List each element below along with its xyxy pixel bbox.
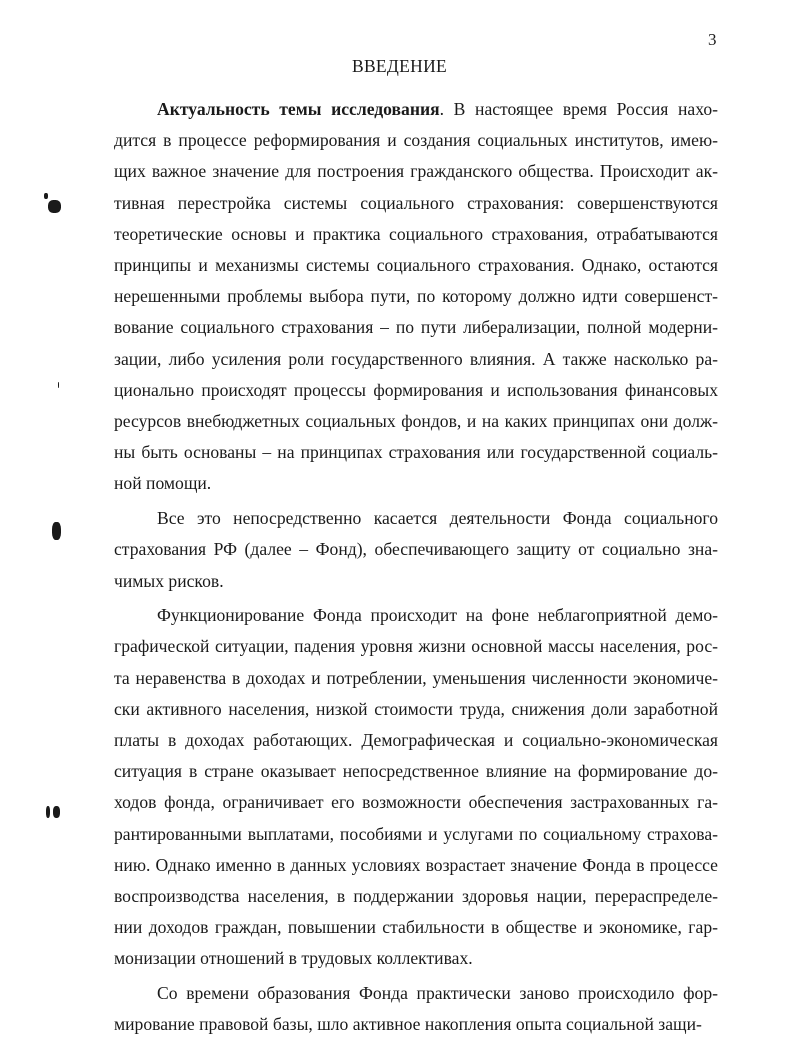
text-line: рантированными выплатами, пособиями и услугами по социальному страхова- xyxy=(114,823,718,844)
text-line: нию. Однако именно в данных условиях возрастает значение Фонда в процессе xyxy=(114,854,718,875)
paragraph-relevance xyxy=(114,94,718,500)
text-line: ны быть основаны – на принципах страхования или государственной социаль- xyxy=(114,442,718,463)
text-line: воспроизводства населения, в поддержании здоровья нации, перераспределе- xyxy=(114,886,718,907)
text-line: ресурсов внебюджетных социальных фондов, и на каких принципах они долж- xyxy=(114,411,718,432)
text-line: монизации отношений в трудовых коллективах. xyxy=(114,948,473,969)
page-title: ВВЕДЕНИЕ xyxy=(351,56,448,76)
text-line: дится в процессе реформирования и создания социальных институтов, имею- xyxy=(114,130,718,151)
scan-speck-mark xyxy=(53,806,60,818)
text-line: Все это непосредственно касается деятельности Фонда социального xyxy=(157,508,718,529)
text-line: ходов фонда, ограничивает его возможности обеспечения застрахованных га- xyxy=(114,792,718,813)
scan-speck-mark xyxy=(46,806,50,818)
text-line: теоретические основы и практика социального страхования, отрабатываются xyxy=(114,223,718,244)
page-number: 3 xyxy=(708,30,717,49)
text-line: ситуация в стране оказывает непосредственное влияние на формирование до- xyxy=(114,761,718,782)
text-line: щих важное значение для построения гражданского общества. Происходит ак- xyxy=(114,161,718,182)
text-line: нерешенными проблемы выбора пути, по которому должно идти совершенст- xyxy=(114,286,718,307)
lead-phrase: Актуальность темы исследования xyxy=(157,99,440,119)
text-line: ционально происходят процессы формирования и использования финансовых xyxy=(114,379,718,400)
text-line: чимых рисков. xyxy=(114,570,224,591)
scan-speck-mark xyxy=(58,382,59,388)
paragraph-fund-functioning xyxy=(114,600,718,974)
text-line: принципы и механизмы системы социального страхования. Однако, остаются xyxy=(114,255,718,276)
text-line: ной помощи. xyxy=(114,473,212,494)
paragraph-legal-base xyxy=(114,978,718,1040)
scan-speck-mark xyxy=(44,193,48,199)
text-line: вование социального страхования – по пути либерализации, полной модерни- xyxy=(114,317,718,338)
text-line: платы в доходах работающих. Демографическая и социально-экономическая xyxy=(114,730,718,751)
text-line: тивная перестройка системы социального страхования: совершенствуются xyxy=(114,192,718,213)
text-line: мирование правовой базы, шло активное накопления опыта социальной защи- xyxy=(114,1014,702,1035)
text-line xyxy=(114,94,718,125)
paragraph-fund-activity xyxy=(114,503,718,597)
text-line: нии доходов граждан, повышении стабильности в обществе и экономике, гар- xyxy=(114,917,718,938)
body-text xyxy=(114,94,718,1041)
text-line: Функционирование Фонда происходит на фоне неблагоприятной демо- xyxy=(157,605,718,626)
text-line: та неравенства в доходах и потреблении, уменьшения численности экономиче- xyxy=(114,667,718,688)
text-line: зации, либо усиления роли государственного влияния. А также насколько ра- xyxy=(114,348,718,369)
scan-speck-mark xyxy=(48,200,61,213)
text-line: ски активного населения, низкой стоимости труда, снижения доли заработной xyxy=(114,698,718,719)
text-line: страхования РФ (далее – Фонд), обеспечивающего защиту от социально зна- xyxy=(114,539,718,560)
scan-speck-mark xyxy=(52,522,61,540)
line-text: . В настоящее время Россия нахо- xyxy=(439,99,718,119)
text-line: графической ситуации, падения уровня жизни основной массы населения, рос- xyxy=(114,636,718,657)
text-line: Со времени образования Фонда практически заново происходило фор- xyxy=(157,983,718,1004)
